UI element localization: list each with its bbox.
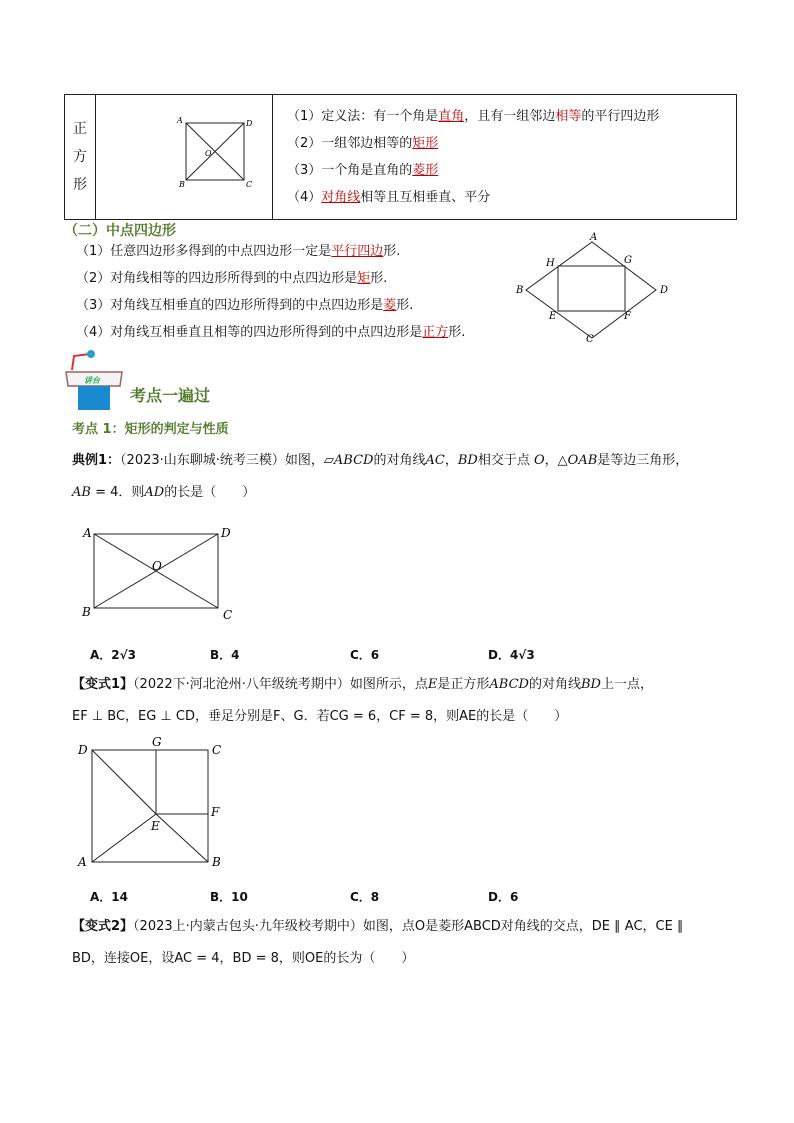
example1-line2: AB = 4．则AD的长是（ ） (72, 485, 256, 500)
point-label-a: A (177, 116, 183, 125)
topic-title: 考点 1：矩形的判定与性质 (72, 422, 229, 437)
point-label-c: C (586, 334, 594, 345)
midpoint-item: （3）对角线互相垂直的四边形所得到的中点四边形是菱形. (76, 298, 414, 313)
option-a[interactable]: A．14 (90, 890, 128, 904)
example1-line1: 典例1：（2023·山东聊城·统考三模）如图，▱ABCD的对角线AC，BD相交于点 O，△OAB是等边三角形， (72, 453, 689, 468)
midpoint-heading: （二）中点四边形 (64, 223, 176, 239)
option-d[interactable]: D．6 (488, 890, 519, 904)
property-line: （3）一个角是直角的菱形 (287, 163, 439, 178)
property-line: （4）对角线相等且互相垂直、平分 (287, 190, 491, 205)
point-label-d: D (246, 119, 253, 128)
point-label-b: B (212, 855, 221, 869)
variant1-line1: 【变式1】（2022下·河北沧州·八年级统考期中）如图所示，点E是正方形ABCD的对角线BD上一点， (72, 677, 653, 692)
option-c[interactable]: C．6 (350, 648, 380, 662)
point-label-c: C (223, 608, 233, 622)
point-label-a: A (78, 855, 87, 869)
point-label-e: E (151, 819, 160, 833)
point-label-d: D (78, 743, 88, 757)
point-label-a: A (590, 232, 598, 243)
midpoint-figure (510, 228, 680, 348)
point-label-b: B (516, 285, 524, 296)
lectern-badge-text: 讲台 (84, 375, 100, 385)
label-char: 正 (73, 121, 87, 137)
midpoint-item: （2）对角线相等的四边形所得到的中点四边形是矩形. (76, 271, 388, 286)
square-figure-cell (96, 95, 273, 220)
point-label-f: F (624, 311, 631, 322)
option-c[interactable]: C．8 (350, 890, 380, 904)
square-definition-table (64, 94, 737, 220)
midpoint-item: （4）对角线互相垂直且相等的四边形所得到的中点四边形是正方形. (76, 325, 466, 340)
option-b[interactable]: B．10 (210, 890, 248, 904)
point-label-h: H (546, 258, 555, 269)
table-label-cell (65, 95, 96, 220)
label-char: 形 (73, 177, 87, 193)
midpoint-item: （1）任意四边形多得到的中点四边形一定是平行四边形. (76, 244, 401, 259)
property-line: （2）一组邻边相等的矩形 (287, 136, 439, 151)
square-figure (96, 95, 272, 215)
lectern-icon (62, 350, 128, 412)
section-title: 考点一遍过 (130, 386, 211, 405)
option-b[interactable]: B．4 (210, 648, 240, 662)
variant2-line1: 【变式2】（2023上·内蒙古包头·九年级校考期中）如图，点O是菱形ABCD对角线的交点，DE ∥ AC，CE ∥ (72, 919, 684, 934)
option-a[interactable]: A．2√3 (90, 648, 136, 662)
point-label-o: O (152, 559, 162, 573)
point-label-c: C (212, 743, 222, 757)
label-char: 方 (73, 149, 87, 165)
point-label-o: O (205, 149, 212, 158)
point-label-c: C (246, 180, 253, 189)
variant1-line2: EF ⊥ BC，EG ⊥ CD，垂足分别是F、G．若CG = 6，CF = 8，则AE的长是（ ） (72, 709, 568, 724)
square-e-figure (72, 734, 232, 870)
point-label-d: D (221, 526, 231, 540)
point-label-f: F (211, 805, 220, 819)
point-label-b: B (179, 180, 185, 189)
point-label-d: D (660, 285, 669, 296)
point-label-g: G (152, 735, 162, 749)
point-label-b: B (82, 605, 91, 619)
point-label-a: A (83, 526, 92, 540)
variant2-line2: BD，连接OE，设AC = 4，BD = 8，则OE的长为（ ） (72, 951, 415, 966)
property-line: （1）定义法：有一个角是直角，且有一组邻边相等的平行四边形 (287, 109, 660, 124)
point-label-e: E (549, 311, 557, 322)
option-d[interactable]: D．4√3 (488, 648, 535, 662)
rectangle-figure (78, 524, 238, 624)
point-label-g: G (624, 255, 632, 266)
square-properties-cell (273, 95, 737, 220)
